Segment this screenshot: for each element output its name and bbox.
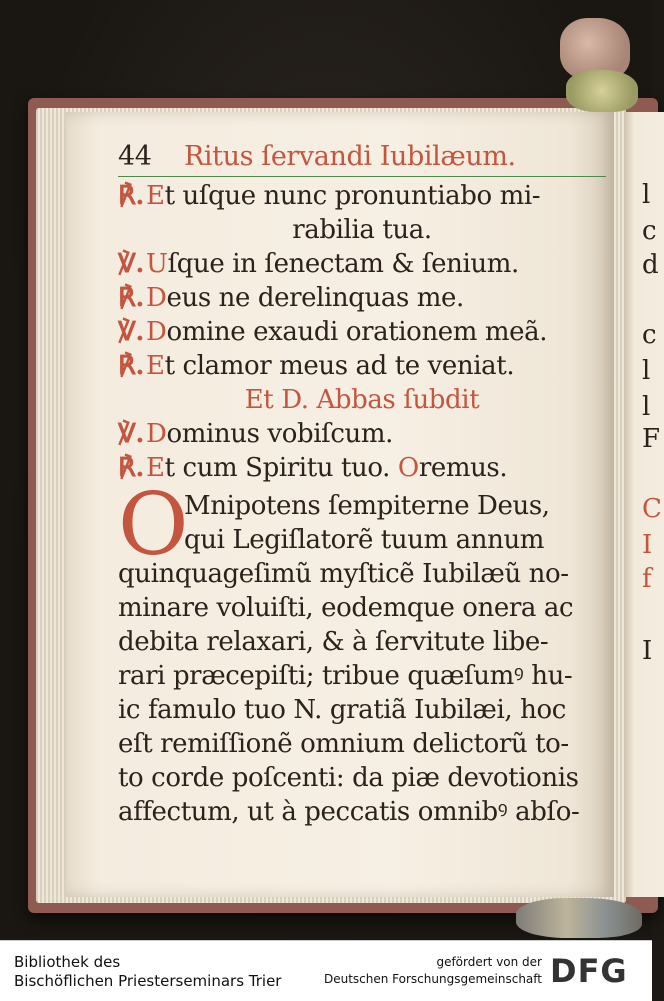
prayer-line — [118, 727, 606, 761]
running-head: Ritus ſervandi Iubilæum. — [184, 141, 516, 172]
folio-number: 44 — [118, 141, 152, 172]
response-mark: ℟. — [118, 181, 145, 211]
text-line — [118, 417, 606, 451]
line-text: ſque in ſenectam & ſenium. — [167, 249, 519, 279]
funding-line-2: Deutschen Forschungsgemeinschaft — [323, 972, 542, 986]
drop-cap: O — [118, 475, 189, 575]
prayer-line — [118, 591, 606, 625]
text-line — [118, 179, 606, 213]
red-initial: D — [146, 419, 167, 449]
line-text: Mnipotens ſempiterne Deus, — [184, 491, 550, 521]
prayer-line — [118, 795, 606, 829]
rubric-line — [118, 383, 606, 417]
prayer-line — [118, 659, 606, 693]
facing-page-letter: F — [642, 424, 661, 454]
line-text: t clamor meus ad te veniat. — [164, 351, 515, 381]
red-initial: E — [146, 453, 165, 483]
text-line — [118, 281, 606, 315]
facing-page-letter: d — [642, 250, 659, 280]
text-line — [118, 213, 606, 247]
facing-page-letter: c — [642, 320, 657, 350]
facing-page-letter: c — [642, 216, 657, 246]
footer-bar — [0, 940, 652, 1001]
prayer-block — [118, 475, 606, 829]
line-text: ominus vobiſcum. — [166, 419, 393, 449]
prayer-line — [118, 489, 606, 523]
prayer-line — [118, 557, 606, 591]
line-text: t uſque nunc pronuntiabo mi- — [164, 181, 541, 211]
red-initial: U — [146, 249, 168, 279]
line-text: omine exaudi orationem meã. — [166, 317, 548, 347]
facing-page-letter: I — [642, 636, 653, 666]
red-initial: D — [146, 317, 167, 347]
line-text: quinquageſimũ myſticẽ Iubilæũ no- — [118, 559, 569, 589]
red-initial: D — [146, 283, 167, 313]
versicle-mark: ℣. — [118, 419, 145, 449]
funding-line-1: gefördert von der — [436, 955, 542, 969]
line-text: rabilia tua. — [292, 215, 432, 245]
prayer-line — [118, 761, 606, 795]
facing-page-letter: f — [642, 564, 652, 594]
red-initial: O — [397, 453, 419, 483]
line-text: remus. — [418, 453, 508, 483]
prayer-line — [118, 693, 606, 727]
line-text: eus ne derelinquas me. — [166, 283, 464, 313]
bookmark-ribbon-top — [566, 70, 638, 112]
dfg-logo-icon — [550, 952, 642, 990]
response-mark: ℟. — [118, 351, 145, 381]
text-line — [118, 451, 606, 485]
line-text: minare voluiſti, eodemque onera ac — [118, 593, 574, 623]
line-text: to corde poſcenti: da piæ devotionis — [118, 763, 579, 793]
line-text: rari præcepiſti; tribue quæſumꝰ hu- — [118, 661, 573, 691]
text-line — [118, 349, 606, 383]
library-line-2: Bischöflichen Priesterseminars Trier — [14, 972, 282, 990]
versicle-mark: ℣. — [118, 249, 145, 279]
prayer-line — [118, 625, 606, 659]
red-initial: E — [146, 351, 165, 381]
line-text: debita relaxari, & à ſervitute libe- — [118, 627, 549, 657]
response-mark: ℟. — [118, 283, 145, 313]
library-credit — [14, 953, 281, 991]
facing-page-letter: C — [642, 494, 662, 524]
bookmark-ribbon-bottom — [516, 898, 642, 938]
line-text: t cum Spiritu tuo. — [164, 453, 391, 483]
facing-page-letter: l — [642, 392, 651, 422]
versicle-mark: ℣. — [118, 317, 145, 347]
prayer-line — [118, 523, 606, 557]
red-initial: E — [146, 181, 165, 211]
facing-page-letter: l — [642, 356, 651, 386]
text-line — [118, 247, 606, 281]
dfg-logo-text: DFG — [550, 952, 628, 990]
line-text: eſt remiſſionẽ omnium delictorũ to- — [118, 729, 569, 759]
facing-page-letter: I — [642, 530, 653, 560]
page-header — [118, 140, 606, 177]
line-text: ic famulo tuo N. gratiã Iubilæi, hoc — [118, 695, 566, 725]
response-mark: ℟. — [118, 453, 145, 483]
page-text — [118, 140, 606, 829]
facing-page-letter: l — [642, 180, 651, 210]
rubric-text: Et D. Abbas ſubdit — [244, 385, 480, 415]
text-line — [118, 315, 606, 349]
line-text: affectum, ut à peccatis omnibꝰ abſo- — [118, 797, 580, 827]
line-text: qui Legiſlatorẽ tuum annum — [184, 525, 545, 555]
library-line-1: Bibliothek des — [14, 953, 121, 971]
funding-credit — [324, 954, 542, 988]
